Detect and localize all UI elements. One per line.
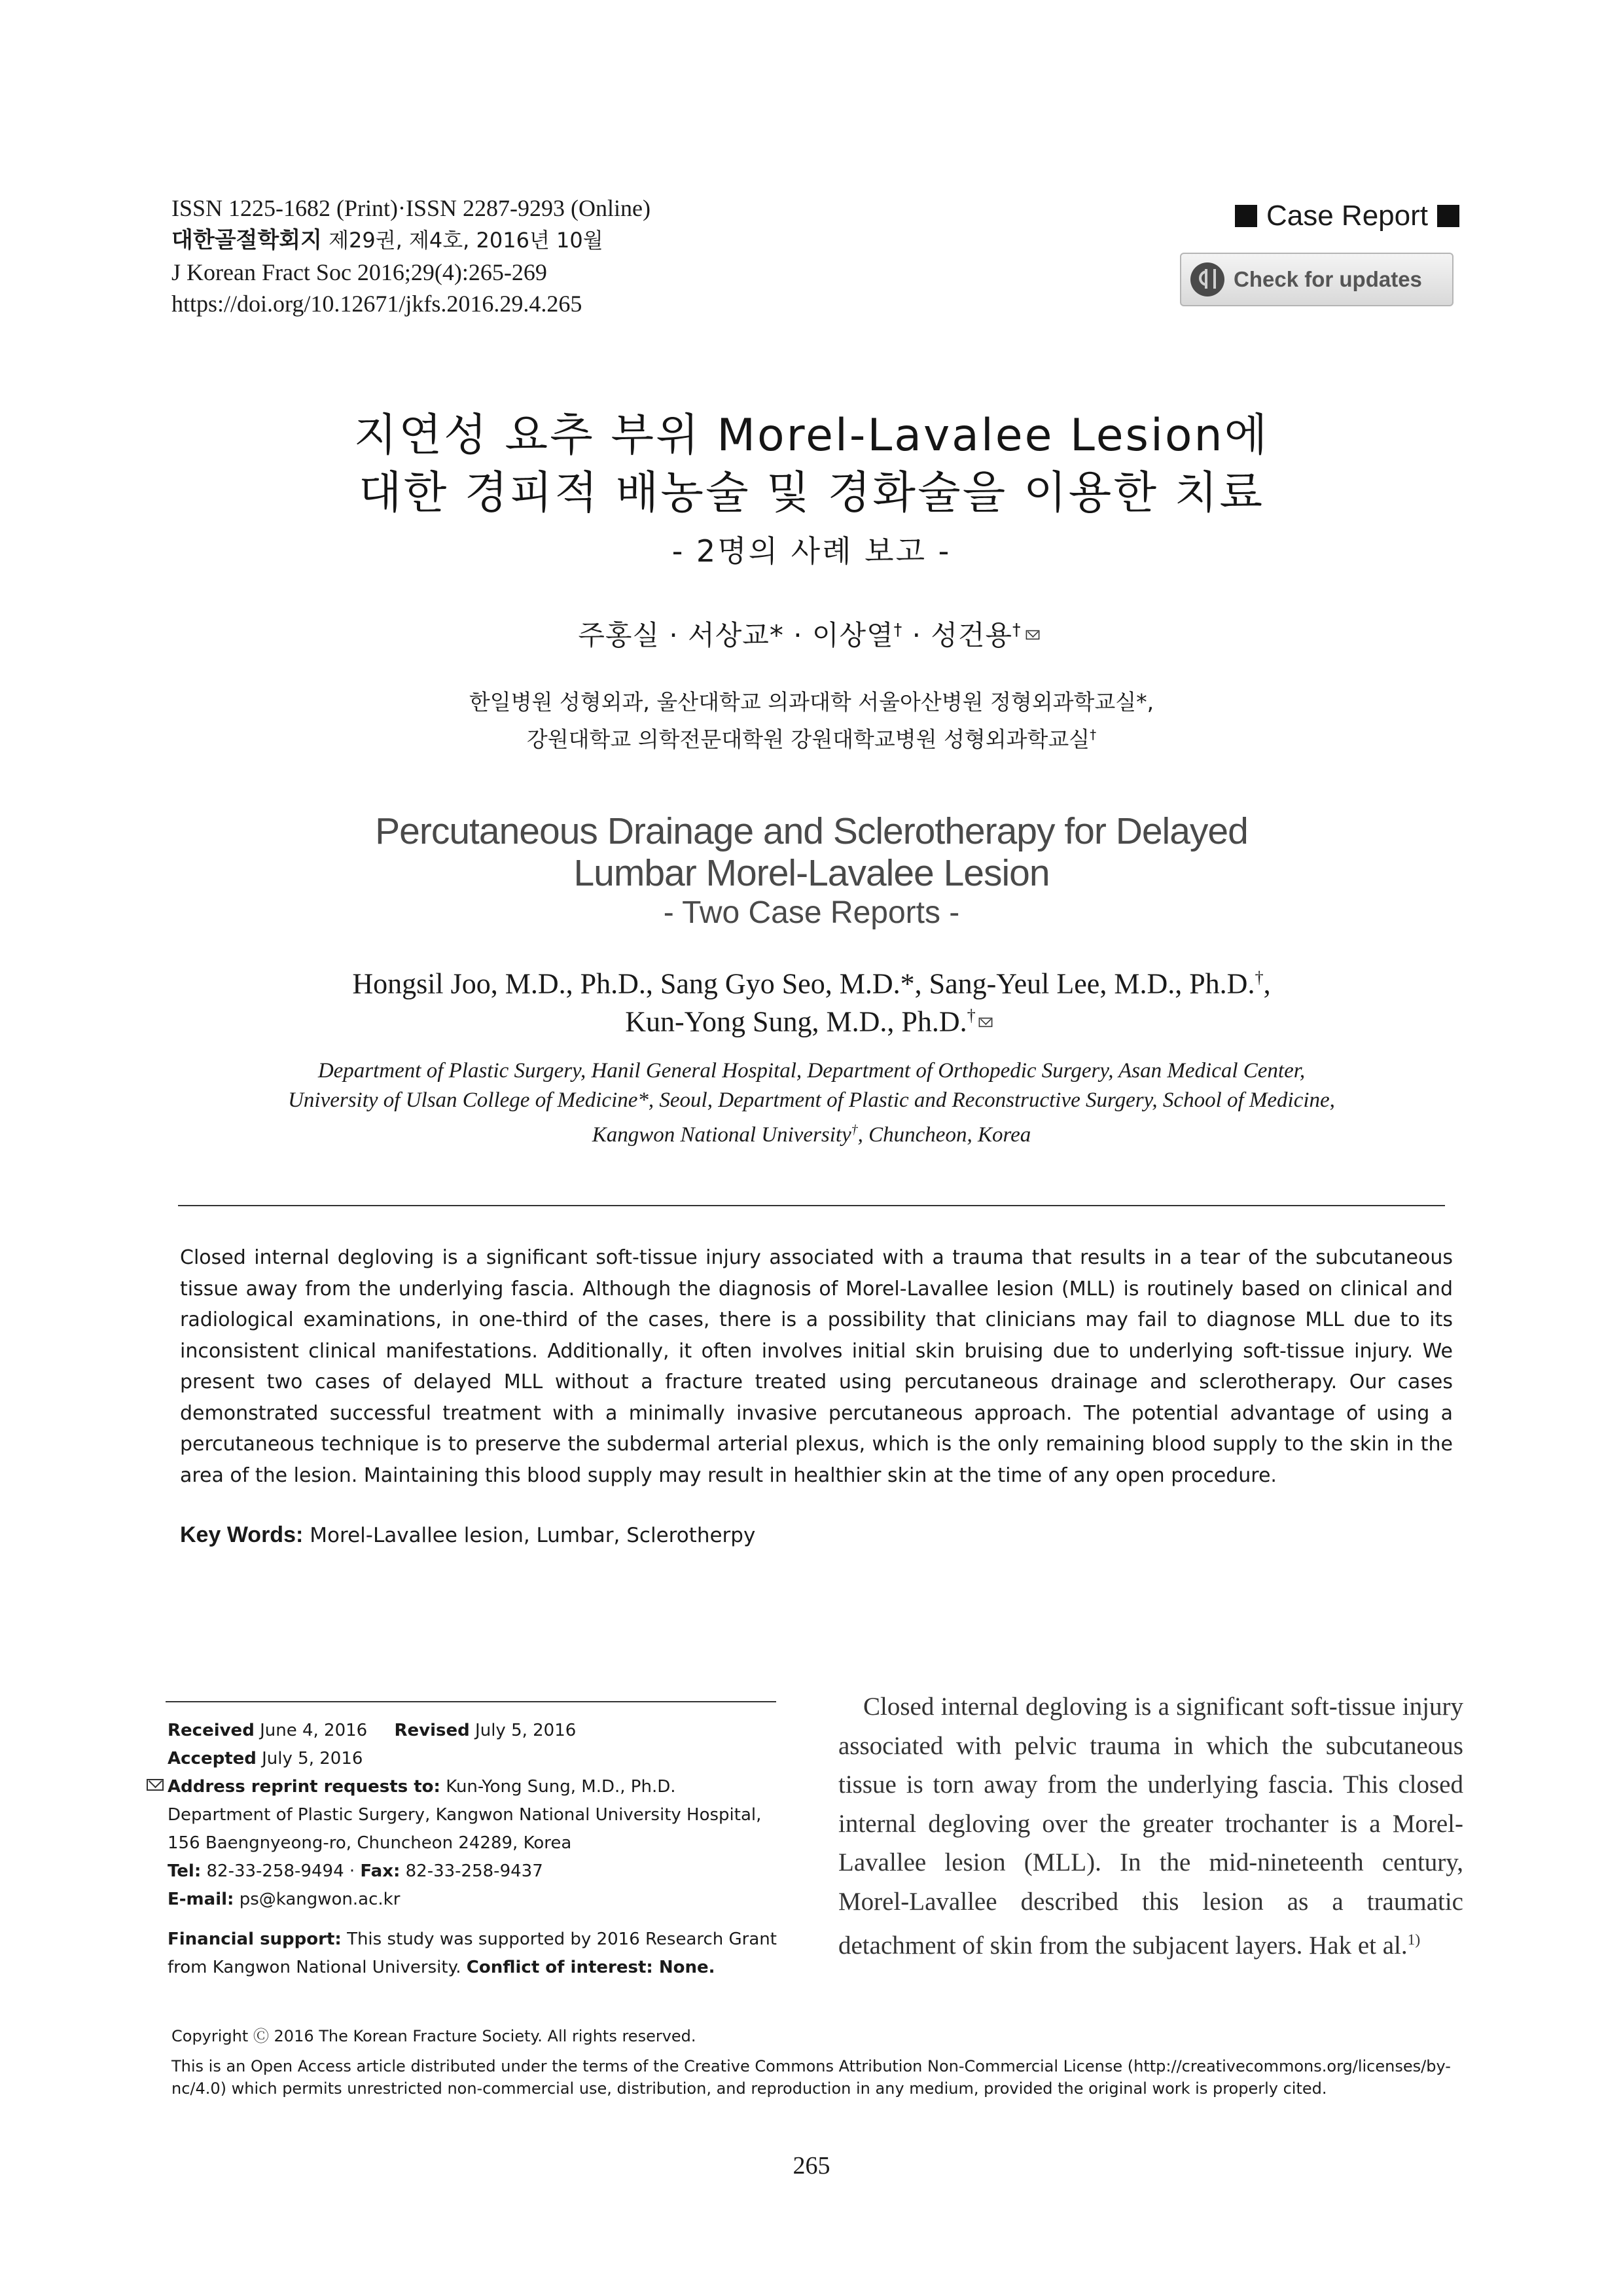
- accepted-label: Accepted: [168, 1749, 257, 1768]
- title-ko-line2: 대한 경피적 배농술 및 경화술을 이용한 치료: [358, 467, 1265, 519]
- address-line1: Department of Plastic Surgery, Kangwon National University Hospital,: [168, 1805, 762, 1825]
- author-ko-3: 이상열: [812, 619, 894, 651]
- reprint-name: Kun-Yong Sung, M.D., Ph.D.: [446, 1777, 676, 1797]
- keywords-value: Morel-Lavallee lesion, Lumbar, Sclerotherpy: [310, 1524, 756, 1547]
- financial-text: This study was supported by 2016 Research Grant from Kangwon National University.: [168, 1929, 777, 1977]
- journal-ko-name: 대한골절학회지: [171, 227, 322, 253]
- received-line: [168, 1717, 783, 1745]
- authors-ko: [0, 614, 1623, 653]
- abstract-text: Closed internal degloving is a significant soft-tissue injury associated with a trauma that results in a tear of the subcutaneous tissue away from the underlying fascia. Although the diagnosis of Morel-Lavallee lesion (MLL) is routinely based on clinical and radiological examinations, in one-third of the cases, there is a possibility that clinicians may fail to diagnose MLL due to its inconsistent clinical manifestations. Additionally, it often involves initial skin bruising due to underlying soft-tissue injury. We present two cases of delayed MLL without a fracture treated using percutaneous drainage and sclerotherapy. Our cases demonstrated successful treatment with a minimally invasive percutaneous approach. The potential advantage of using a percutaneous technique is to preserve the subdermal arterial plexus, which is the only remaining blood supply to the skin in the area of the lesion. Maintaining this blood supply may result in healthier skin at the time of any open procedure.: [180, 1246, 1453, 1487]
- address-line2: 156 Baengnyeong-ro, Chuncheon 24289, Korea: [168, 1833, 572, 1853]
- title-ko-line1: 지연성 요추 부위 Morel-Lavalee Lesion에: [353, 410, 1270, 461]
- copyright-line: Copyright Ⓒ 2016 The Korean Fracture Society. All rights reserved.: [171, 2027, 696, 2045]
- envelope-icon: [1026, 630, 1039, 639]
- affiliation-ko-line2: [0, 719, 1623, 756]
- citation-line: J Korean Fract Soc 2016;29(4):265-269: [171, 259, 547, 285]
- divider: [178, 1205, 1445, 1206]
- reprint-line: [168, 1773, 783, 1801]
- affiliation-en-line3-a: Kangwon National University: [592, 1123, 851, 1147]
- received-label: Received: [168, 1721, 255, 1740]
- square-bullet-icon: [1235, 205, 1257, 227]
- author-separator: ·: [912, 619, 921, 651]
- revised-label: Revised: [394, 1721, 470, 1740]
- funding-line: [168, 1926, 783, 1982]
- conflict-statement: Conflict of interest: None.: [466, 1958, 715, 1977]
- email-label: E-mail:: [168, 1890, 234, 1909]
- affiliation-en-line3-b: , Chuncheon, Korea: [857, 1123, 1031, 1147]
- author-ko-1: 주홍실: [578, 619, 660, 651]
- title-en-line1: Percutaneous Drainage and Sclerotherapy for Delayed: [375, 810, 1248, 852]
- email-link[interactable]: ps@kangwon.ac.kr: [239, 1890, 401, 1909]
- dagger-mark: †: [851, 1122, 858, 1137]
- journal-ko-volume: 제29권, 제4호, 2016년 10월: [321, 228, 603, 253]
- accepted-date: July 5, 2016: [262, 1749, 363, 1768]
- footnote-box: [168, 1717, 783, 1982]
- issn-line: ISSN 1225-1682 (Print)·ISSN 2287-9293 (Online): [171, 195, 651, 221]
- article-type-label: Case Report: [1266, 200, 1428, 232]
- author-separator: ·: [669, 619, 679, 651]
- authors-en-line2-text: Kun-Yong Sung, M.D., Ph.D.: [625, 1005, 967, 1038]
- body-paragraph: [838, 1687, 1463, 1965]
- accepted-line: [168, 1745, 783, 1773]
- keywords-line: [180, 1522, 755, 1548]
- keywords-label: Key Words:: [180, 1522, 304, 1547]
- crossmark-icon: [1190, 262, 1224, 296]
- affiliation-en-line3: [0, 1115, 1623, 1150]
- check-for-updates-button[interactable]: [1180, 253, 1454, 306]
- fax-value: 82-33-258-9437: [405, 1861, 543, 1881]
- author-ko-2: 서상교*: [688, 619, 784, 651]
- financial-label: Financial support:: [168, 1929, 342, 1949]
- copyright-block: [171, 2025, 1454, 2100]
- dagger-mark: †: [1012, 620, 1022, 639]
- tel-value: 82-33-258-9494: [206, 1861, 344, 1881]
- received-date: June 4, 2016: [260, 1721, 368, 1740]
- tel-fax-line: Tel: 82-33-258-9494 · Fax: 82-33-258-9437: [168, 1861, 543, 1881]
- check-for-updates-label: Check for updates: [1234, 267, 1422, 291]
- comma: ,: [1263, 967, 1271, 1000]
- page-number: 265: [793, 2152, 830, 2179]
- tel-label: Tel:: [168, 1861, 202, 1881]
- dagger-mark: †: [893, 620, 903, 639]
- dagger-mark: †: [967, 1005, 976, 1025]
- title-ko-subtitle: - 2명의 사례 보고 -: [671, 533, 952, 569]
- author-separator: ·: [793, 619, 803, 651]
- authors-en-line2: [0, 996, 1623, 1041]
- footnote-divider: [166, 1701, 776, 1702]
- reference-mark[interactable]: 1): [1407, 1931, 1421, 1948]
- affiliation-ko-line1: 한일병원 성형외과, 울산대학교 의과대학 서울아산병원 정형외과학교실*,: [469, 689, 1154, 715]
- author-ko-4: 성건용: [931, 619, 1013, 651]
- envelope-icon: [147, 1779, 164, 1791]
- title-en-line2: Lumbar Morel-Lavalee Lesion: [573, 852, 1050, 894]
- authors-en-line1-text: Hongsil Joo, M.D., Ph.D., Sang Gyo Seo, M.D.*, Sang-Yeul Lee, M.D., Ph.D.: [352, 967, 1255, 1000]
- revised-date: July 5, 2016: [475, 1721, 577, 1740]
- envelope-icon: [978, 1017, 992, 1026]
- dagger-mark: †: [1090, 727, 1097, 742]
- affiliation-ko-line2-text: 강원대학교 의학전문대학원 강원대학교병원 성형외과학교실: [526, 726, 1090, 752]
- square-bullet-icon: [1437, 205, 1459, 227]
- affiliation-en-line1: Department of Plastic Surgery, Hanil General Hospital, Department of Orthopedic Surgery, Asan Medical Center,: [317, 1059, 1306, 1083]
- body-text: Closed internal degloving is a significant soft-tissue injury associated with pelvic trauma in which the subcutaneous tissue is torn away from the underlying fascia. This closed internal degloving over the greater trochanter is a Morel-Lavallee lesion (MLL). In the mid-nineteenth century, Morel-Lavallee described this lesion as a traumatic detachment of skin from the subjacent layers. Hak et al.: [838, 1693, 1463, 1960]
- license-text: This is an Open Access article distributed under the terms of the Creative Commons Attribution Non-Commercial License (http://creativecommons.org/licenses/by-nc/4.0) which permits unrestricted non-commercial use, distribution, and reproduction in any medium, provided the original work is properly cited.: [171, 2057, 1451, 2098]
- doi-link[interactable]: https://doi.org/10.12671/jkfs.2016.29.4.265: [171, 291, 582, 317]
- journal-ko-line: [171, 224, 603, 256]
- dagger-mark: †: [1255, 967, 1264, 987]
- affiliation-en-line2: University of Ulsan College of Medicine*, Seoul, Department of Plastic and Reconstructive Surgery, School of Medicine,: [288, 1088, 1335, 1112]
- fax-label: Fax:: [360, 1861, 401, 1881]
- email-line: [168, 1886, 783, 1914]
- article-type-badge: [1235, 200, 1459, 232]
- title-en-subtitle: - Two Case Reports -: [663, 895, 960, 930]
- reprint-label: Address reprint requests to:: [168, 1777, 440, 1797]
